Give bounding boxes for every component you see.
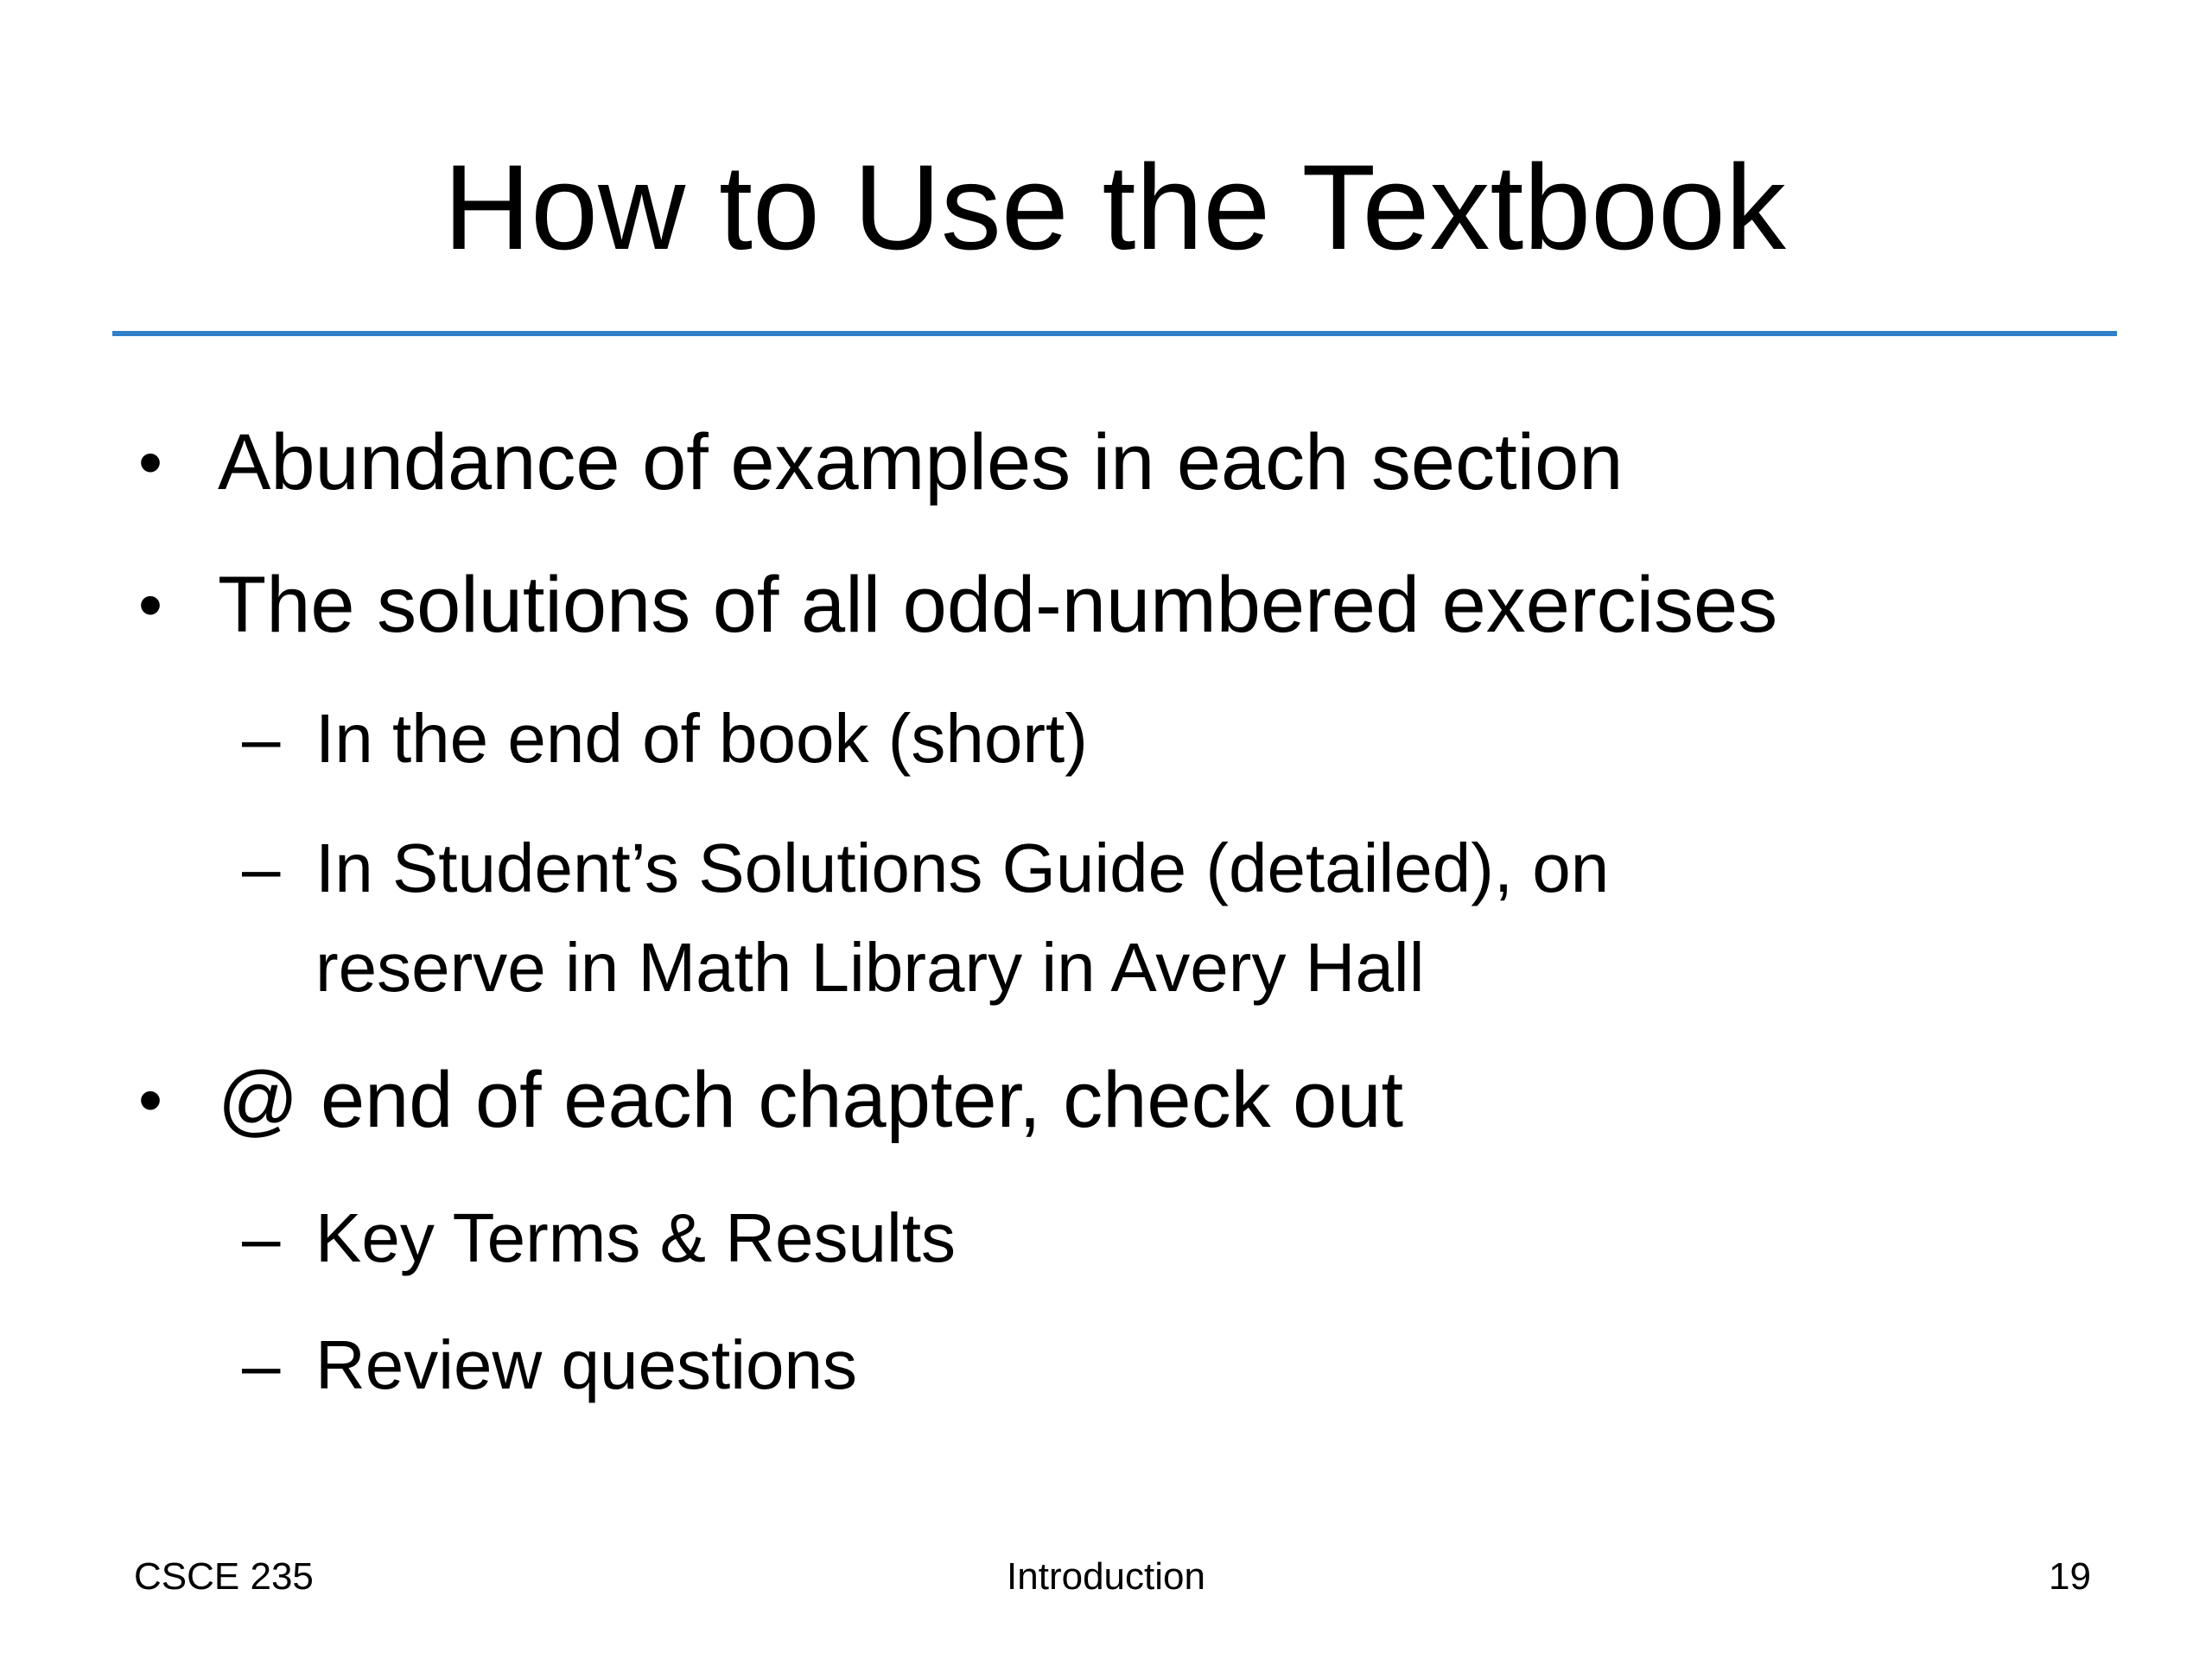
sub-bullet-text: Review questions — [315, 1326, 857, 1403]
bullet-text: The solutions of all odd-numbered exercises — [218, 561, 1778, 649]
sub-bullet-marker: – — [242, 700, 281, 777]
sub-bullet-marker: – — [242, 1199, 281, 1276]
sub-bullet-marker: – — [242, 1326, 281, 1403]
bullet-text: Abundance of examples in each section — [218, 418, 1624, 506]
bullet-text: @ end of each chapter, check out — [218, 1056, 1404, 1144]
title-divider — [112, 331, 2117, 336]
sub-bullet-marker: – — [242, 830, 281, 906]
slide-title: How to Use the Textbook — [443, 139, 1786, 275]
bullet-marker: • — [138, 1061, 163, 1138]
sub-bullet-text: In Student’s Solutions Guide (detailed), on — [315, 830, 1610, 906]
footer-section: Introduction — [1007, 1555, 1205, 1598]
footer-page-number: 19 — [2049, 1555, 2091, 1598]
bullet-marker: • — [138, 566, 163, 643]
footer-course: CSCE 235 — [134, 1555, 314, 1598]
sub-bullet-continuation: reserve in Math Library in Avery Hall — [315, 929, 1425, 1006]
bullet-marker: • — [138, 423, 163, 500]
sub-bullet-text: Key Terms & Results — [315, 1199, 956, 1276]
sub-bullet-text: In the end of book (short) — [315, 700, 1088, 777]
